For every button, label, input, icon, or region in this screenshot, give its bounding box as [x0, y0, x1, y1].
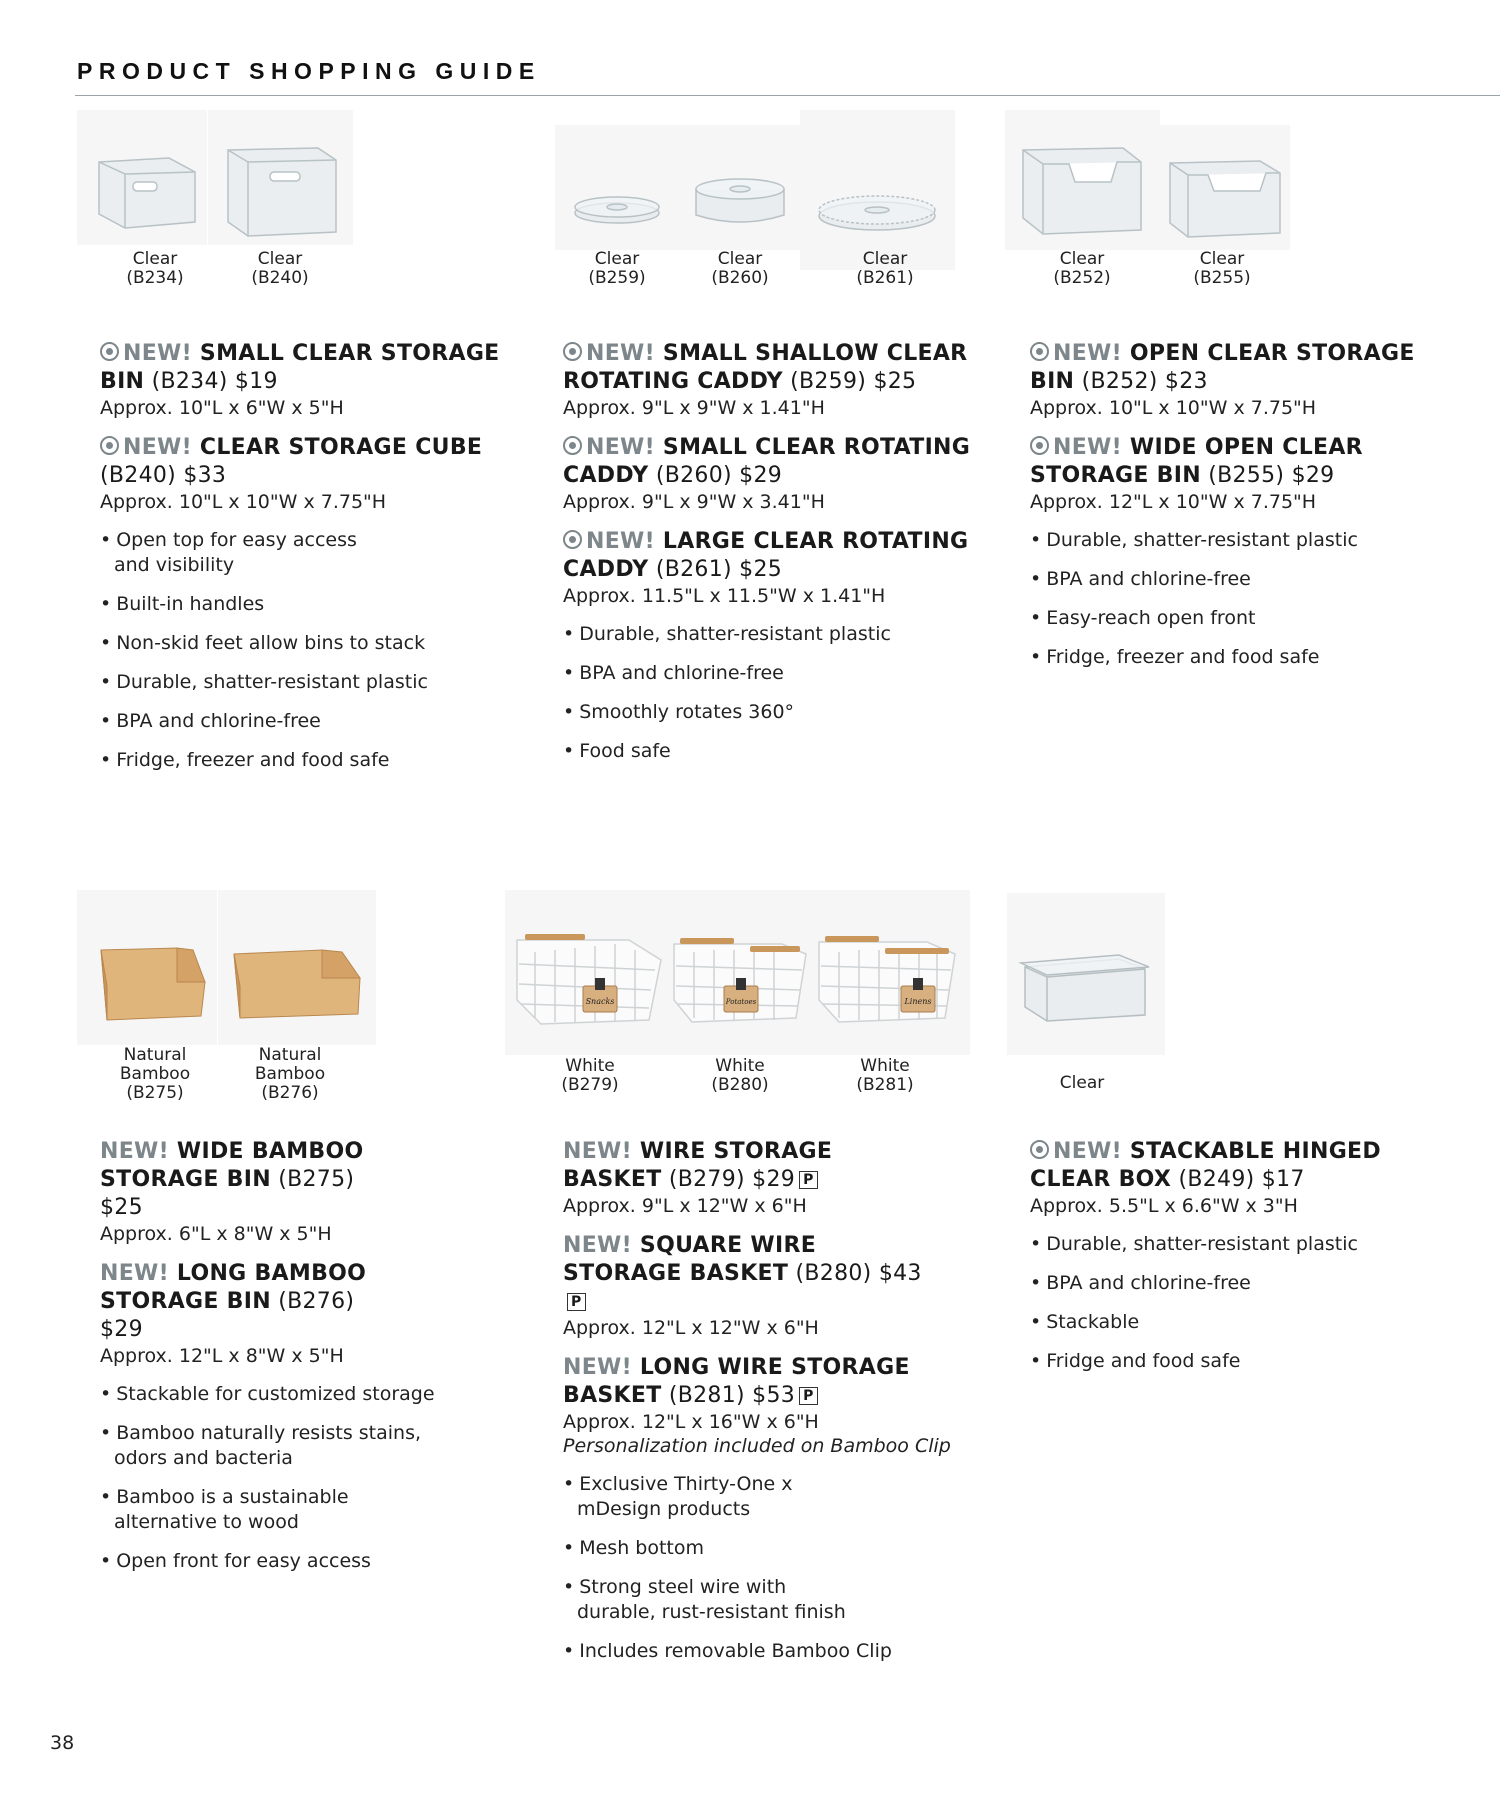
photo-caption-b280: White (B280) — [711, 1056, 769, 1095]
column-2-top — [563, 340, 983, 778]
personalization-badge: P — [799, 1387, 818, 1405]
photo-caption-b261: Clear (B261) — [856, 249, 914, 288]
feature-item: • Open top for easy access and visibility — [100, 528, 384, 578]
eco-icon — [563, 436, 582, 455]
feature-item: • Includes removable Bamboo Clip — [563, 1639, 983, 1664]
eco-icon — [1030, 342, 1049, 361]
feature-list — [563, 1472, 983, 1664]
product-b249 — [1030, 1138, 1450, 1218]
eco-icon — [1030, 436, 1049, 455]
feature-item: • BPA and chlorine-free — [100, 709, 520, 734]
personalization-note: Personalization included on Bamboo Clip — [563, 1435, 951, 1457]
photo-caption-b259: Clear (B259) — [588, 249, 646, 288]
feature-list — [100, 528, 520, 773]
eco-icon — [100, 436, 119, 455]
eco-icon — [563, 530, 582, 549]
product-title: NEW! OPEN CLEAR STORAGE BIN (B252) $23 — [1030, 341, 1415, 394]
feature-item: • Durable, shatter-resistant plastic — [100, 670, 520, 695]
bamboo-clip-tag: Linens — [904, 997, 932, 1006]
feature-item: • Stackable — [1030, 1310, 1450, 1335]
column-1-top — [100, 340, 520, 787]
product-photo-b281 — [815, 890, 970, 1055]
product-photo-b261 — [800, 110, 955, 270]
feature-item: • Easy-reach open front — [1030, 606, 1450, 631]
photo-caption-b255: Clear (B255) — [1193, 249, 1251, 288]
product-title: NEW! SMALL CLEAR ROTATING CADDY (B260) $29 — [563, 435, 971, 488]
product-photo-b255 — [1160, 125, 1290, 250]
product-title: NEW! SMALL CLEAR STORAGE BIN (B234) $19 — [100, 341, 500, 394]
eco-icon — [100, 342, 119, 361]
feature-item: • Fridge, freezer and food safe — [1030, 645, 1450, 670]
product-b276 — [100, 1260, 520, 1368]
feature-item: • Built-in handles — [100, 592, 520, 617]
photo-caption-b234: Clear (B234) — [126, 249, 184, 288]
feature-item: • Exclusive Thirty-One x mDesign products — [563, 1472, 797, 1522]
bamboo-clip-tag: Snacks — [585, 997, 615, 1006]
feature-item: • Smoothly rotates 360° — [563, 700, 983, 725]
column-3-bottom — [1030, 1138, 1450, 1388]
product-b252 — [1030, 340, 1450, 420]
column-3-top — [1030, 340, 1450, 684]
product-title: NEW! CLEAR STORAGE CUBE (B240) $33 — [100, 435, 483, 488]
product-photo-b276 — [218, 890, 376, 1045]
photo-caption-b240: Clear (B240) — [251, 249, 309, 288]
photo-caption-b275: Natural Bamboo (B275) — [119, 1045, 191, 1103]
product-dimensions: Approx. 12"L x 16"W x 6"H — [563, 1411, 819, 1433]
feature-item: • Bamboo is a sustainable alternative to wood — [100, 1485, 374, 1535]
product-b240 — [100, 434, 520, 514]
feature-item: • Strong steel wire with durable, rust-resistant finish — [563, 1575, 847, 1625]
feature-item: • Non-skid feet allow bins to stack — [100, 631, 520, 656]
eco-icon — [1030, 1140, 1049, 1159]
feature-item: • BPA and chlorine-free — [563, 661, 983, 686]
header-divider — [75, 95, 1500, 96]
product-dimensions: Approx. 5.5"L x 6.6"W x 3"H — [1030, 1195, 1298, 1217]
product-dimensions: Approx. 10"L x 10"W x 7.75"H — [100, 491, 387, 513]
product-dimensions: Approx. 9"L x 9"W x 3.41"H — [563, 491, 825, 513]
personalization-badge: P — [799, 1171, 818, 1189]
product-dimensions: Approx. 12"L x 8"W x 5"H — [100, 1345, 344, 1367]
feature-list — [563, 622, 983, 764]
product-dimensions: Approx. 12"L x 12"W x 6"H — [563, 1317, 819, 1339]
eco-icon — [563, 342, 582, 361]
product-title: NEW! WIDE BAMBOO STORAGE BIN (B275) $25 — [100, 1139, 364, 1220]
feature-item: • Mesh bottom — [563, 1536, 983, 1561]
feature-list — [100, 1382, 520, 1574]
column-1-bottom — [100, 1138, 520, 1588]
product-dimensions: Approx. 9"L x 9"W x 1.41"H — [563, 397, 825, 419]
page-number: 38 — [50, 1732, 75, 1754]
feature-item: • Open front for easy access — [100, 1549, 520, 1574]
product-photo-b234 — [77, 110, 207, 245]
feature-item: • Food safe — [563, 739, 983, 764]
photo-caption-b281: White (B281) — [856, 1056, 914, 1095]
photo-caption-b249: Clear — [1059, 1073, 1105, 1093]
product-title: NEW! LARGE CLEAR ROTATING CADDY (B261) $25 — [563, 529, 969, 582]
photo-caption-b252: Clear (B252) — [1053, 249, 1111, 288]
product-title: NEW! LONG WIRE STORAGE BASKET (B281) $53 P — [563, 1355, 910, 1408]
product-dimensions: Approx. 10"L x 10"W x 7.75"H — [1030, 397, 1317, 419]
product-title: NEW! SMALL SHALLOW CLEAR ROTATING CADDY (B259) $25 — [563, 341, 968, 394]
photo-caption-b276: Natural Bamboo (B276) — [254, 1045, 326, 1103]
product-photo-b240 — [208, 110, 353, 245]
product-b281 — [563, 1354, 983, 1458]
feature-item: • Fridge, freezer and food safe — [100, 748, 520, 773]
feature-item: • Fridge and food safe — [1030, 1349, 1450, 1374]
product-title: NEW! LONG BAMBOO STORAGE BIN (B276) $29 — [100, 1261, 367, 1342]
product-b234 — [100, 340, 520, 420]
product-title: NEW! WIRE STORAGE BASKET (B279) $29 P — [563, 1139, 833, 1192]
feature-item: • Durable, shatter-resistant plastic — [1030, 1232, 1450, 1257]
product-b280 — [563, 1232, 983, 1340]
product-b279 — [563, 1138, 983, 1218]
feature-list — [1030, 528, 1450, 670]
feature-item: • Bamboo naturally resists stains, odors and bacteria — [100, 1421, 434, 1471]
photo-caption-b279: White (B279) — [561, 1056, 619, 1095]
feature-item: • Durable, shatter-resistant plastic — [563, 622, 983, 647]
product-title: NEW! STACKABLE HINGED CLEAR BOX (B249) $17 — [1030, 1139, 1381, 1192]
personalization-badge: P — [567, 1293, 586, 1311]
product-b255 — [1030, 434, 1450, 514]
feature-list — [1030, 1232, 1450, 1374]
feature-item: • BPA and chlorine-free — [1030, 1271, 1450, 1296]
product-dimensions: Approx. 11.5"L x 11.5"W x 1.41"H — [563, 585, 886, 607]
product-photo-b280 — [670, 890, 815, 1055]
product-dimensions: Approx. 9"L x 12"W x 6"H — [563, 1195, 807, 1217]
product-dimensions: Approx. 12"L x 10"W x 7.75"H — [1030, 491, 1317, 513]
page-title: PRODUCT SHOPPING GUIDE — [77, 58, 541, 84]
product-b261 — [563, 528, 983, 608]
product-photo-b259 — [555, 125, 680, 250]
product-dimensions: Approx. 10"L x 6"W x 5"H — [100, 397, 344, 419]
column-2-bottom — [563, 1138, 983, 1678]
product-b259 — [563, 340, 983, 420]
feature-item: • Durable, shatter-resistant plastic — [1030, 528, 1450, 553]
product-photo-b260 — [680, 125, 800, 250]
feature-item: • BPA and chlorine-free — [1030, 567, 1450, 592]
product-b275 — [100, 1138, 520, 1246]
product-title: NEW! SQUARE WIRE STORAGE BASKET (B280) $43P — [563, 1233, 922, 1310]
product-photo-b249 — [1007, 893, 1165, 1055]
product-dimensions: Approx. 6"L x 8"W x 5"H — [100, 1223, 332, 1245]
photo-caption-b260: Clear (B260) — [711, 249, 769, 288]
product-title: NEW! WIDE OPEN CLEAR STORAGE BIN (B255) $29 — [1030, 435, 1363, 488]
product-photo-b275 — [77, 890, 217, 1045]
feature-item: • Stackable for customized storage — [100, 1382, 520, 1407]
product-photo-b252 — [1005, 110, 1160, 250]
product-photo-b279 — [505, 890, 670, 1055]
product-b260 — [563, 434, 983, 514]
bamboo-clip-tag: Potatoes — [725, 998, 757, 1006]
